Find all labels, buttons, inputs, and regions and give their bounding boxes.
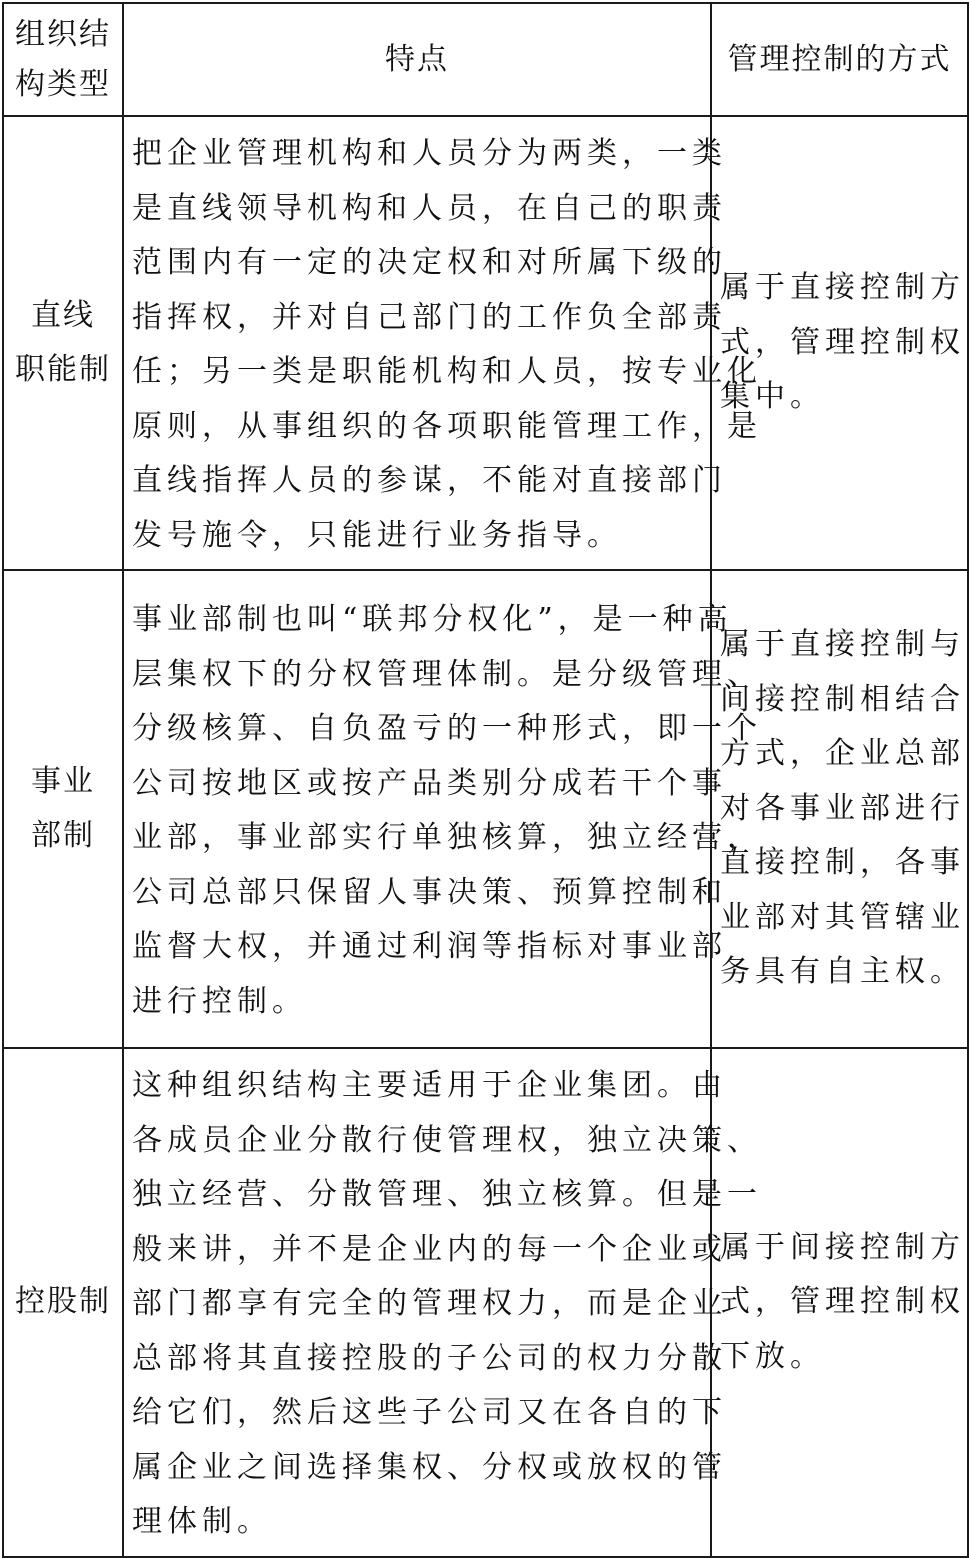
header-features: 特点 [123, 3, 711, 116]
table-row [3, 570, 968, 1048]
method-line: 属于直接控制方 [720, 270, 965, 306]
method-line: 对各事业部进行 [720, 790, 965, 826]
control-method-cell [711, 116, 968, 570]
feature-line: 范围内有一定的决定权和对所属下级的 [132, 245, 727, 280]
method-line: 务具有自主权。 [720, 954, 965, 990]
feature-line: 原则，从事组织的各项职能管理工作，是 [132, 408, 762, 444]
feature-line: 把企业管理机构和人员分为两类，一类 [132, 136, 727, 171]
method-line: 间接控制相结合 [720, 681, 965, 717]
feature-line: 属企业之间选择集权、分权或放权的管 [132, 1449, 727, 1485]
feature-line: 部门都享有完全的管理权力，而是企业 [132, 1286, 727, 1321]
feature-line: 总部将其直接控股的子公司的权力分散 [132, 1340, 727, 1376]
feature-line: 指挥权，并对自己部门的工作负全部责 [132, 299, 727, 335]
org-type-line: 部制 [31, 818, 95, 853]
org-structure-table [2, 2, 969, 1558]
org-type-cell [3, 1048, 123, 1557]
feature-line: 给它们，然后这些子公司又在各自的下 [132, 1395, 727, 1430]
method-line: 下放。 [720, 1338, 825, 1374]
feature-line: 公司按地区或按产品类别分成若干个事 [132, 765, 727, 801]
table-row [3, 116, 968, 570]
features-cell [123, 570, 762, 1048]
org-type-line: 直线 [31, 298, 95, 333]
feature-line: 层集权下的分权管理体制。是分级管理、 [132, 656, 762, 692]
header-control-method: 管理控制的方式 [711, 3, 968, 116]
org-type-line: 事业 [31, 764, 95, 799]
feature-line: 各成员企业分散行使管理权，独立决策、 [132, 1122, 762, 1158]
control-method-cell [711, 570, 968, 1048]
feature-line: 业部，事业部实行单独核算，独立经营， [132, 820, 762, 855]
method-line: 属于间接控制方 [720, 1229, 965, 1265]
method-line: 属于直接控制与 [720, 627, 965, 663]
feature-line: 理体制。 [132, 1504, 272, 1539]
org-type-cell [3, 570, 123, 1048]
feature-line: 是直线领导机构和人员，在自己的职责 [132, 190, 727, 226]
feature-line: 进行控制。 [132, 983, 307, 1019]
feature-line: 独立经营、分散管理、独立核算。但是一 [132, 1177, 762, 1212]
method-line: 业部对其管辖业 [720, 899, 965, 935]
feature-line: 公司总部只保留人事决策、预算控制和 [132, 874, 727, 910]
method-line: 方式，企业总部 [720, 736, 965, 772]
feature-line: 直线指挥人员的参谋，不能对直接部门 [132, 463, 727, 498]
feature-line: 般来讲，并不是企业内的每一个企业或 [132, 1231, 727, 1267]
features-cell [123, 1048, 762, 1557]
method-line: 式，管理控制权 [720, 324, 965, 360]
feature-line: 任；另一类是职能机构和人员，按专业化 [132, 354, 762, 389]
feature-line: 事业部制也叫“联邦分权化”，是一种高 [132, 602, 733, 637]
org-type-line: 控股制 [15, 1284, 111, 1320]
header-org-type-line: 构类型 [15, 66, 111, 102]
method-line: 集中。 [720, 379, 825, 415]
org-type-line: 职能制 [15, 352, 111, 387]
feature-line: 监督大权，并通过利润等指标对事业部 [132, 929, 727, 964]
method-line: 直接控制，各事 [720, 845, 965, 881]
header-org-type-line: 组织结 [15, 16, 111, 52]
features-cell [123, 116, 762, 570]
feature-line: 发号施令，只能进行业务指导。 [132, 517, 622, 553]
feature-line: 这种组织结构主要适用于企业集团。由 [132, 1068, 727, 1103]
header-org-type [3, 3, 123, 116]
org-type-cell [3, 116, 123, 570]
table-row [3, 1048, 968, 1557]
table-header-row [3, 3, 968, 116]
feature-line: 分级核算、自负盈亏的一种形式，即一个 [132, 711, 762, 746]
method-line: 式，管理控制权 [720, 1284, 965, 1319]
